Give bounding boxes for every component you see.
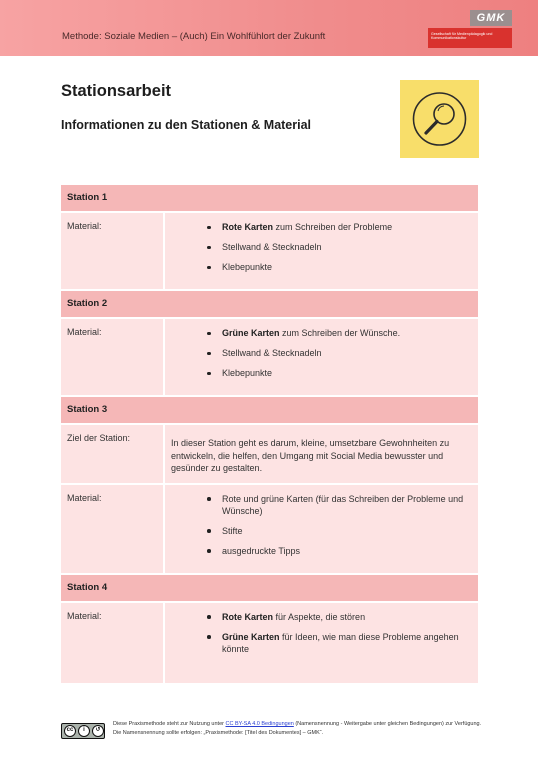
station-row (61, 213, 478, 289)
magnifier-box (400, 80, 479, 158)
row-label: Material: (61, 603, 163, 683)
list-item (207, 327, 472, 339)
row-content (165, 319, 478, 395)
list-item (207, 545, 472, 557)
list-item (207, 493, 472, 517)
list-item-text: zum Schreiben der Wünsche. (279, 328, 401, 338)
list-item-text: Stellwand & Stecknadeln (222, 348, 322, 358)
cc-by-sa-icon (61, 723, 105, 739)
license-link[interactable]: CC BY-SA 4.0 Bedingungen (225, 721, 294, 727)
material-list (171, 611, 472, 655)
list-item-text: für Ideen, wie man diese Probleme angehen könnte (222, 631, 459, 654)
list-item-text: für Aspekte, die stören (273, 611, 366, 622)
page-header (0, 0, 538, 56)
page-subtitle: Informationen zu den Stationen & Material (61, 118, 312, 132)
material-list (171, 493, 472, 557)
row-label: Material: (61, 485, 163, 573)
station-heading: Station 2 (61, 291, 478, 317)
list-item (207, 631, 472, 655)
list-item (207, 367, 472, 379)
station-row (61, 485, 478, 573)
row-content (165, 603, 478, 683)
page-title: Stationsarbeit (61, 82, 172, 100)
magnifier-icon (400, 80, 479, 158)
stations-table (61, 185, 478, 685)
license-text (113, 720, 483, 738)
station-goal-text: In dieser Station geht es darum, kleine, umsetzbare Gewohnheiten zu entwickeln, die helfen, den Umgang mit Social Media bewusster und gesünder zu gestalten. (171, 438, 450, 473)
list-item-text: Klebepunkte (222, 368, 273, 378)
gmk-logo-text: GMK (470, 10, 512, 26)
row-label: Material: (61, 213, 163, 289)
station-heading: Station 3 (61, 397, 478, 423)
list-item (207, 525, 472, 537)
list-item-text: Stifte (222, 525, 243, 536)
gmk-logo (428, 10, 512, 48)
list-item-text: Klebepunkte (222, 262, 273, 272)
row-label: Material: (61, 319, 163, 395)
list-item (207, 347, 472, 359)
list-item (207, 611, 472, 623)
gmk-logo-subtext: Gesellschaft für Medienpädagogik und Kommunikationskultur (428, 28, 512, 48)
list-item-text: Stellwand & Stecknadeln (222, 242, 322, 252)
list-item (207, 261, 472, 273)
station-row (61, 425, 478, 483)
row-content (165, 213, 478, 289)
material-list (171, 221, 472, 273)
row-label: Ziel der Station: (61, 425, 163, 483)
list-item-bold: Rote Karten (222, 611, 274, 622)
list-item-bold: Grüne Karten (222, 631, 280, 642)
cc-icon: cc (64, 725, 76, 737)
material-list (171, 327, 472, 379)
list-item (207, 241, 472, 253)
header-title: Methode: Soziale Medien – (Auch) Ein Wohlfühlort der Zukunft (62, 31, 326, 42)
station-row (61, 319, 478, 395)
sa-icon: ↺ (92, 725, 104, 737)
station-heading: Station 4 (61, 575, 478, 601)
license-text-after: (Namensnennung - Weitergabe unter gleichen Bedingungen) zur Verfügung. Die Namensnennung sollte erfolgen: „Praxismethode: [Titel des Dokumentes] – GMK“. (113, 721, 482, 736)
list-item-text: ausgedruckte Tipps (222, 545, 301, 556)
row-content (165, 485, 478, 573)
list-item-bold: Rote Karten (222, 222, 274, 232)
list-item-bold: Grüne Karten (222, 328, 280, 338)
list-item-text: zum Schreiben der Probleme (273, 222, 393, 232)
list-item (207, 221, 472, 233)
license-text-before: Diese Praxismethode steht zur Nutzung unter (113, 721, 226, 727)
by-icon: i (78, 725, 90, 737)
station-heading: Station 1 (61, 185, 478, 211)
row-content (165, 425, 478, 483)
station-row (61, 603, 478, 683)
list-item-text: Rote und grüne Karten (für das Schreiben der Probleme und Wünsche) (222, 493, 464, 516)
